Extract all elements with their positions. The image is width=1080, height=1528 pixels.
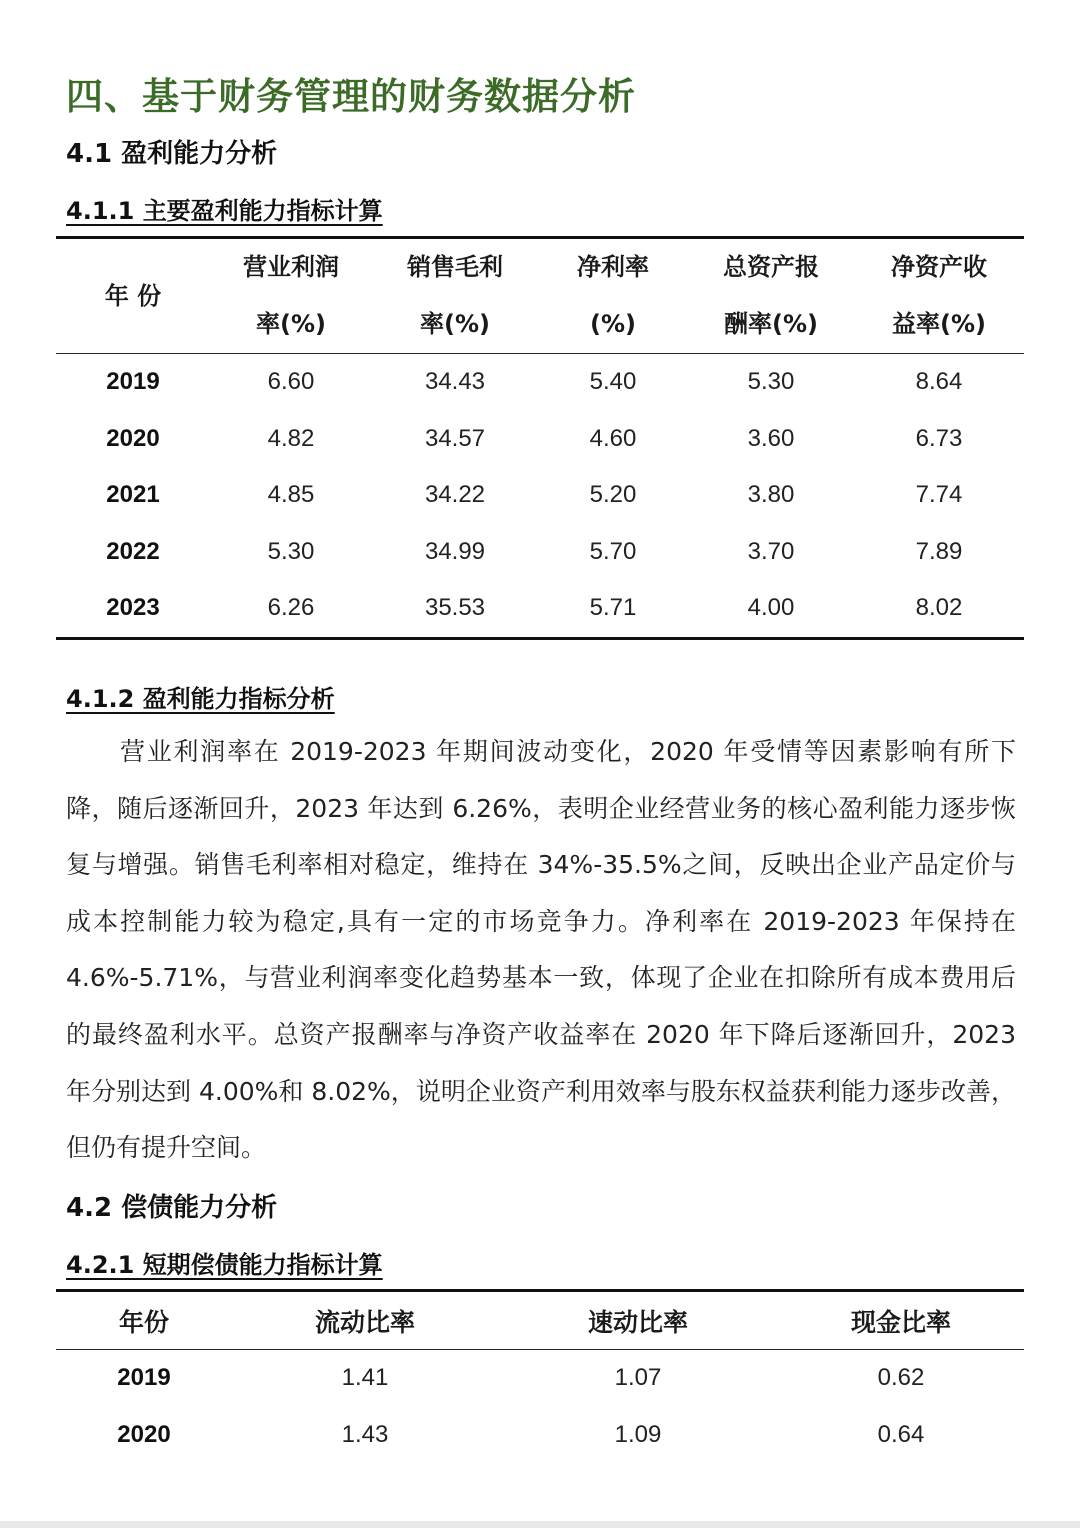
table-cell: 3.70 <box>747 537 795 565</box>
table-cell: 7.74 <box>915 481 963 509</box>
table-cell: 0.64 <box>877 1420 925 1448</box>
table-cell: 3.60 <box>747 424 795 452</box>
table-row <box>56 1407 1024 1464</box>
header-quick-ratio: 速动比率 <box>498 1291 778 1350</box>
header-year: 年 份 <box>56 238 210 354</box>
table-cell: 6.26 <box>267 594 315 622</box>
table-row <box>56 580 1024 638</box>
row-year: 2022 <box>106 537 160 565</box>
table-cell: 5.70 <box>589 537 637 565</box>
table-cell: 0.62 <box>877 1364 925 1392</box>
table-cell: 4.85 <box>267 481 315 509</box>
table-header-row <box>56 1291 1024 1350</box>
row-year: 2020 <box>117 1420 171 1448</box>
table-cell: 5.20 <box>589 481 637 509</box>
table-cell: 7.89 <box>915 537 963 565</box>
row-year: 2021 <box>106 481 160 509</box>
header-cash-ratio: 现金比率 <box>778 1291 1024 1350</box>
subsection-title-4-2: 4.2 偿债能力分析 <box>66 1193 278 1223</box>
table-cell: 1.41 <box>341 1364 389 1392</box>
header-current-ratio: 流动比率 <box>232 1291 498 1350</box>
subsection-title-4-2-1: 4.2.1 短期偿债能力指标计算 <box>66 1251 383 1279</box>
header-net-margin: 净利率 (%) <box>538 238 688 354</box>
header-year: 年份 <box>56 1291 232 1350</box>
row-year: 2019 <box>106 368 160 396</box>
table-cell: 4.60 <box>589 424 637 452</box>
row-year: 2023 <box>106 594 160 622</box>
subsection-title-4-1: 4.1 盈利能力分析 <box>66 139 278 169</box>
subsection-title-4-1-2: 4.1.2 盈利能力指标分析 <box>66 685 335 713</box>
table-cell: 6.73 <box>915 424 963 452</box>
table-cell: 1.07 <box>614 1364 662 1392</box>
table-row <box>56 354 1024 411</box>
table-cell: 6.60 <box>267 368 315 396</box>
table-row <box>56 467 1024 524</box>
table-cell: 1.09 <box>614 1420 662 1448</box>
table-cell: 34.22 <box>424 481 486 509</box>
subsection-title-4-1-1: 4.1.1 主要盈利能力指标计算 <box>66 197 383 225</box>
table-cell: 5.40 <box>589 368 637 396</box>
profitability-table <box>56 236 1024 640</box>
row-year: 2020 <box>106 424 160 452</box>
row-year: 2019 <box>117 1364 171 1392</box>
table-cell: 34.57 <box>424 424 486 452</box>
table-cell: 4.00 <box>747 594 795 622</box>
header-roe: 净资产收 益率(%) <box>854 238 1024 354</box>
table-cell: 35.53 <box>424 594 486 622</box>
table-cell: 34.99 <box>424 537 486 565</box>
table-cell: 4.82 <box>267 424 315 452</box>
table-cell: 5.30 <box>267 537 315 565</box>
table-header-row <box>56 238 1024 354</box>
header-operating-margin: 营业利润 率(%) <box>210 238 372 354</box>
table-cell: 5.71 <box>589 594 637 622</box>
table-cell: 34.43 <box>424 368 486 396</box>
section-title: 四、基于财务管理的财务数据分析 <box>66 75 636 118</box>
header-roa: 总资产报 酬率(%) <box>688 238 854 354</box>
table-cell: 8.02 <box>915 594 963 622</box>
short-term-solvency-table <box>56 1289 1024 1463</box>
table-row <box>56 524 1024 581</box>
table-row <box>56 1350 1024 1407</box>
table-cell: 8.64 <box>915 368 963 396</box>
table-cell: 5.30 <box>747 368 795 396</box>
header-gross-margin: 销售毛利 率(%) <box>372 238 538 354</box>
table-cell: 3.80 <box>747 481 795 509</box>
analysis-paragraph: 营业利润率在 2019-2023 年期间波动变化，2020 年受情等因素影响有所下降，随后逐渐回升，2023 年达到 6.26%，表明企业经营业务的核心盈利能力逐步恢复与增强。销售毛利率相对稳定，维持在 34%-35.5%之间，反映出企业产品定价与成本控制能力较为稳定,具有一定的市场竞争力。净利率在 2019-2023 年保持在 4.6%-5.71%，与营业利润率变化趋势基本一致，体现了企业在扣除所有成本费用后的最终盈利水平。总资产报酬率与净资产收益率在 2020 年下降后逐渐回升，2023 年分别达到 4.00%和 8.02%，说明企业资产利用效率与股东权益获利能力逐步改善，但仍有提升空间。 <box>66 737 1016 1163</box>
table-row <box>56 411 1024 468</box>
table-cell: 1.43 <box>341 1420 389 1448</box>
page-bottom-edge <box>0 1521 1080 1528</box>
